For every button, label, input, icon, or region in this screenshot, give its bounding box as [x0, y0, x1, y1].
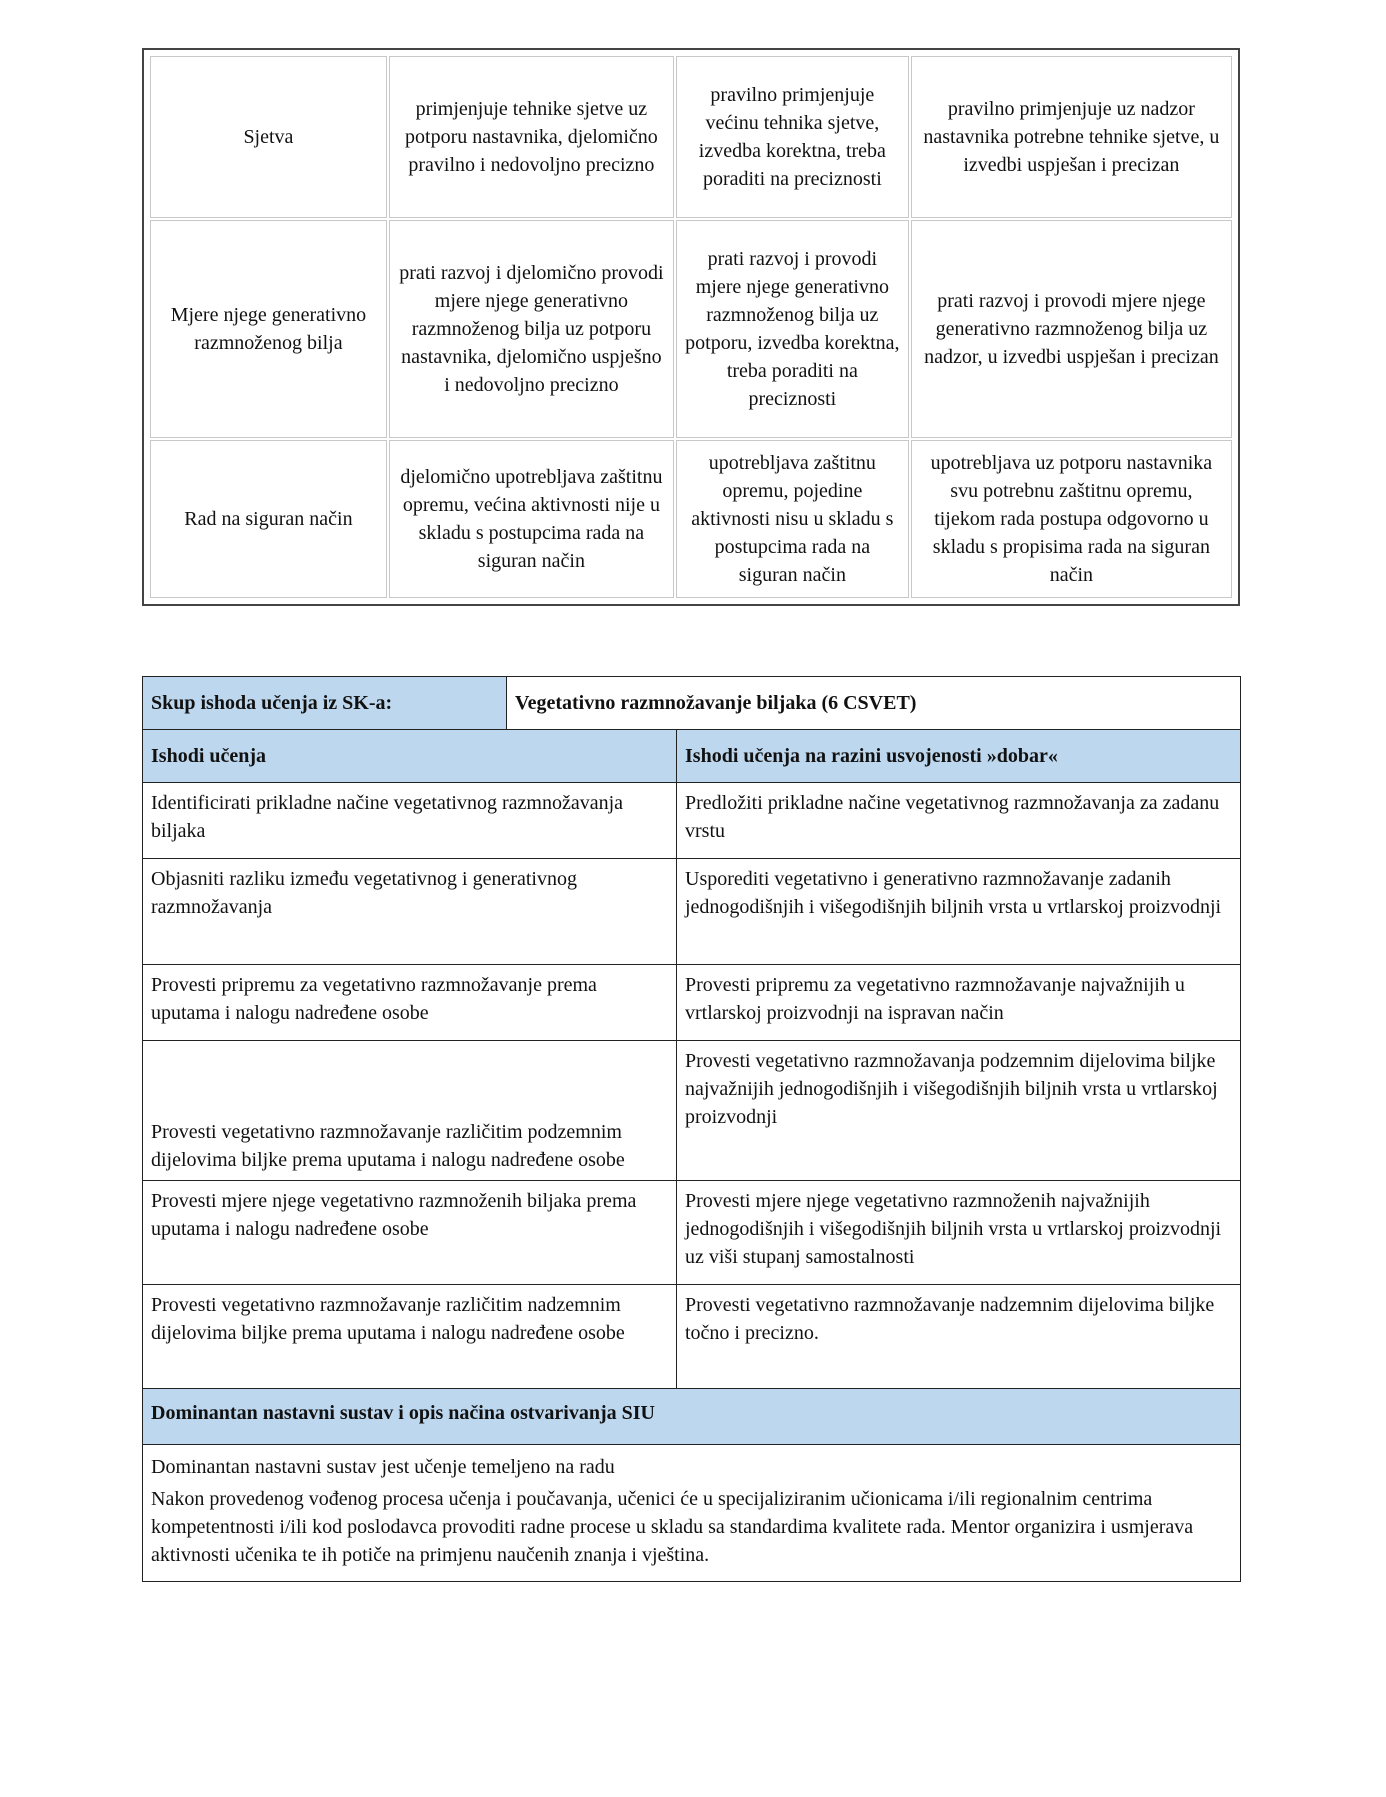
outcome-good-cell: Predložiti prikladne načine vegetativnog razmnožavanja za zadanu vrstu: [677, 783, 1241, 859]
rubric-level-cell: pravilno primjenjuje većinu tehnika sjetve, izvedba korektna, treba poraditi na preciznosti: [676, 56, 909, 218]
rubric-level-cell: djelomično upotrebljava zaštitnu opremu, većina aktivnosti nije u skladu s postupcima rada na siguran način: [389, 440, 674, 598]
outcomes-header-row: [143, 730, 1241, 783]
rubric-level-cell: upotrebljava uz potporu nastavnika svu potrebnu zaštitnu opremu, tijekom rada postupa odgovorno u skladu s propisima rada na siguran način: [911, 440, 1232, 598]
outcome-set-value: Vegetativno razmnožavanje biljaka (6 CSVET): [507, 677, 1241, 730]
teaching-system-summary: Dominantan nastavni sustav jest učenje temeljeno na radu: [151, 1456, 615, 1478]
rubric-level-cell: pravilno primjenjuje uz nadzor nastavnika potrebne tehnike sjetve, u izvedbi uspješan i precizan: [911, 56, 1232, 218]
outcome-set-row: [143, 677, 1241, 730]
learning-outcomes-table: [142, 676, 1241, 1582]
rubric-level-cell: prati razvoj i provodi mjere njege generativno razmnoženog bilja uz potporu, izvedba korektna, treba poraditi na preciznosti: [676, 220, 909, 438]
rubric-level-cell: prati razvoj i provodi mjere njege generativno razmnoženog bilja uz nadzor, u izvedbi uspješan i precizan: [911, 220, 1232, 438]
rubric-row: [150, 220, 1232, 438]
column-header-outcomes-good: Ishodi učenja na razini usvojenosti »dobar«: [677, 730, 1241, 783]
assessment-rubric-table: [142, 48, 1240, 606]
outcome-row: [143, 859, 1241, 965]
rubric-criterion: Mjere njege generativno razmnoženog bilja: [150, 220, 387, 438]
column-header-outcomes: Ishodi učenja: [143, 730, 677, 783]
outcome-cell: Objasniti razliku između vegetativnog i generativnog razmnožavanja: [143, 859, 677, 965]
outcome-cell: Provesti mjere njege vegetativno razmnoženih biljaka prema uputama i nalogu nadređene osobe: [143, 1181, 677, 1285]
outcome-row: [143, 1181, 1241, 1285]
outcome-cell: Provesti vegetativno razmnožavanje različitim nadzemnim dijelovima biljke prema uputama i nalogu nadređene osobe: [143, 1285, 677, 1389]
outcome-row: [143, 783, 1241, 859]
outcome-cell: Provesti pripremu za vegetativno razmnožavanje prema uputama i nalogu nadređene osobe: [143, 965, 677, 1041]
rubric-level-cell: upotrebljava zaštitnu opremu, pojedine aktivnosti nisu u skladu s postupcima rada na siguran način: [676, 440, 909, 598]
outcome-good-cell: Provesti vegetativno razmnožavanja podzemnim dijelovima biljke najvažnijih jednogodišnjih i višegodišnjih biljnih vrsta u vrtlarskoj proizvodnji: [677, 1041, 1241, 1181]
system-description-row: [143, 1445, 1241, 1582]
system-heading-row: [143, 1389, 1241, 1445]
rubric-level-cell: prati razvoj i djelomično provodi mjere njege generativno razmnoženog bilja uz potporu nastavnika, djelomično uspješno i nedovoljno precizno: [389, 220, 674, 438]
outcome-good-cell: Provesti pripremu za vegetativno razmnožavanje najvažnijih u vrtlarskoj proizvodnji na ispravan način: [677, 965, 1241, 1041]
outcome-row: [143, 1041, 1241, 1181]
teaching-system-heading: Dominantan nastavni sustav i opis načina ostvarivanja SIU: [143, 1389, 1241, 1445]
outcome-cell: Identificirati prikladne načine vegetativnog razmnožavanja biljaka: [143, 783, 677, 859]
rubric-criterion: Sjetva: [150, 56, 387, 218]
outcome-row: [143, 965, 1241, 1041]
rubric-row: [150, 440, 1232, 598]
rubric-row: [150, 56, 1232, 218]
outcome-good-cell: Provesti mjere njege vegetativno razmnoženih najvažnijih jednogodišnjih i višegodišnjih biljnih vrsta u vrtlarskoj proizvodnji uz viši stupanj samostalnosti: [677, 1181, 1241, 1285]
outcome-cell: Provesti vegetativno razmnožavanje različitim podzemnim dijelovima biljke prema uputama i nalogu nadređene osobe: [143, 1041, 677, 1181]
outcome-good-cell: Provesti vegetativno razmnožavanje nadzemnim dijelovima biljke točno i precizno.: [677, 1285, 1241, 1389]
outcome-good-cell: Usporediti vegetativno i generativno razmnožavanje zadanih jednogodišnjih i višegodišnjih biljnih vrsta u vrtlarskoj proizvodnji: [677, 859, 1241, 965]
teaching-system-description: [143, 1445, 1241, 1582]
rubric-level-cell: primjenjuje tehnike sjetve uz potporu nastavnika, djelomično pravilno i nedovoljno precizno: [389, 56, 674, 218]
rubric-criterion: Rad na siguran način: [150, 440, 387, 598]
outcome-set-label: Skup ishoda učenja iz SK-a:: [143, 677, 507, 730]
outcome-row: [143, 1285, 1241, 1389]
teaching-system-details: Nakon provedenog vođenog procesa učenja i poučavanja, učenici će u specijaliziranim učionicama i/ili regionalnim centrima kompetentnosti i/ili kod poslodavca provoditi radne procese u skladu sa standardima kvalitete rada. Mentor organizira i usmjerava aktivnosti učenika te ih potiče na primjenu naučenih znanja i vještina.: [151, 1488, 1194, 1566]
